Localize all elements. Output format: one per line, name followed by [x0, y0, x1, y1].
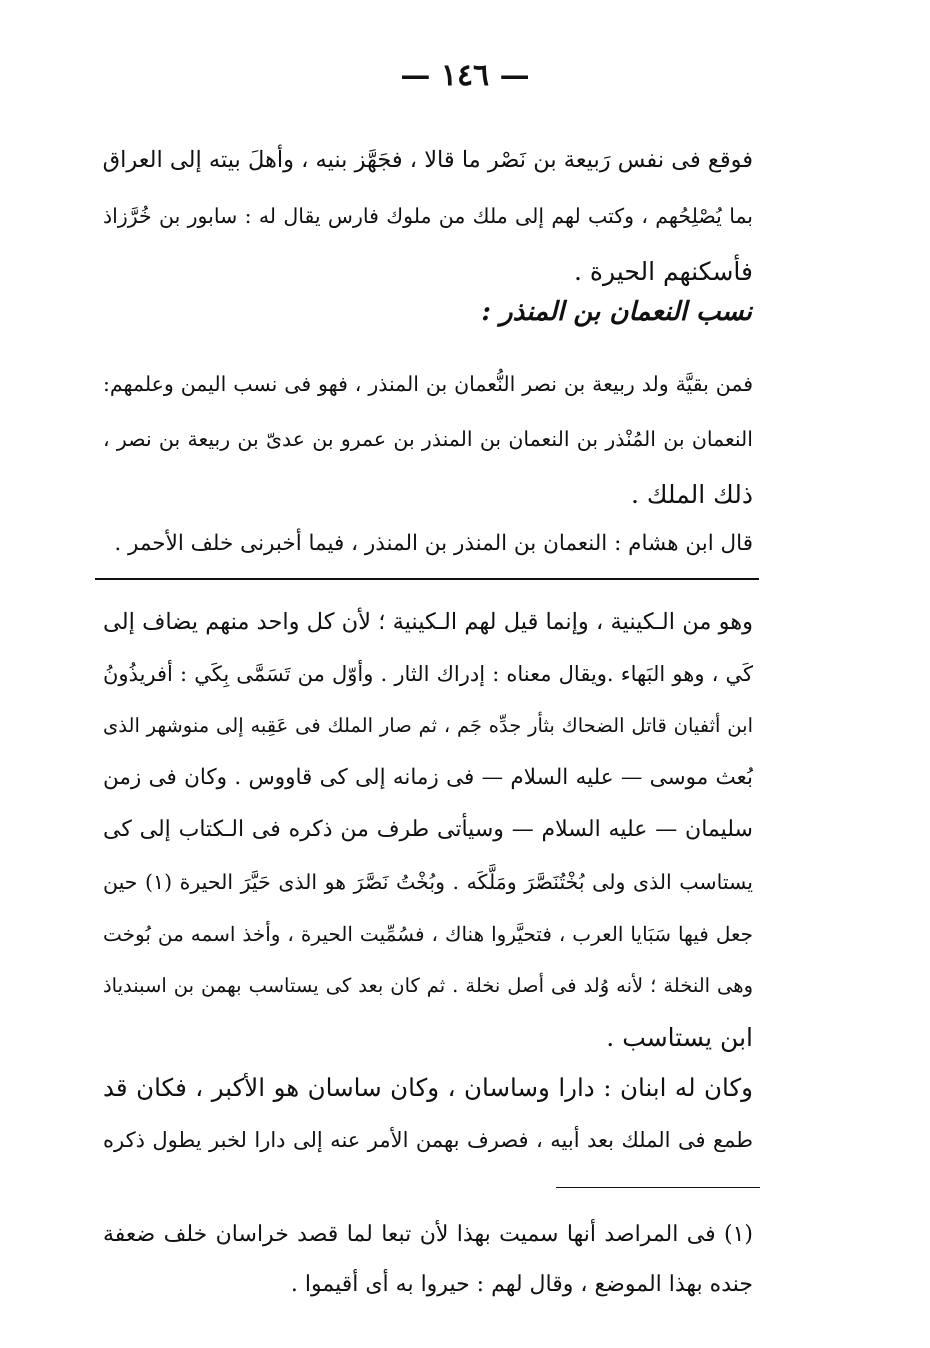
text-line: جعل فيها سَبَايا العرب ، فتحيَّروا هناك ، فسُمِّيت الحيرة ، وأخذ اسمه من بُوخت [103, 922, 753, 946]
footnote-line: (١) فى المراصد أنها سميت بهذا لأن تبعا لما قصد خراسان خلف ضعفة [103, 1222, 753, 1247]
section-heading: نسب النعمان بن المنذر : [481, 297, 752, 327]
text-line: وكان له ابنان : دارا وساسان ، وكان ساسان هو الأكبر ، فكان قد [103, 1073, 753, 1102]
page-number: — ١٤٦ — [400, 58, 530, 93]
text-line: وهى النخلة ؛ لأنه وُلد فى أصل نخلة . ثم كان بعد كى يستاسب بهمن بن اسبندياذ [103, 974, 753, 997]
paragraph-numan-lineage [103, 357, 753, 522]
text-line: يستاسب الذى ولى بُخْتُنَصَّرَ ومَلَّكَه . وبُخْتُ نَصَّرَ هو الذى حَيَّرَ الحيرة (١) حين [103, 870, 753, 894]
text-line: فوقع فى نفس رَبيعة بن نَصْر ما قالا ، فجَهَّز بنيه ، وأهلَ بيته إلى العراق [103, 147, 753, 173]
text-line: قال ابن هشام : النعمان بن المنذر بن المنذر ، فيما أخبرنى خلف الأحمر . [114, 531, 753, 556]
text-line: فأسكنهم الحيرة . [573, 257, 753, 286]
text-line: ذلك الملك . [630, 480, 753, 509]
commentary-kayaniyya [103, 596, 753, 1064]
text-line: وهو من الـكينية ، وإنما قيل لهم الـكينية ؛ لأن كل واحد منهم يضاف إلى [103, 609, 753, 635]
commentary-dara-sasan [103, 1062, 753, 1166]
footnote-divider [556, 1187, 760, 1188]
footnote-line: جنده بهذا الموضع ، وقال لهم : حيروا به أى أقيموا . [290, 1272, 753, 1297]
text-line: طمع فى الملك بعد أبيه ، فصرف بهمن الأمر عنه إلى دارا لخبر يطول ذكره [103, 1128, 753, 1152]
paragraph-rabia [103, 132, 753, 300]
text-line: النعمان بن المُنْذر بن النعمان بن المنذر بن عمرو بن عدىّ بن ربيعة بن نصر ، [103, 427, 753, 451]
text-line: بُعث موسى — عليه السلام — فى زمانه إلى كى قاووس . وكان فى زمن [103, 765, 753, 790]
text-line: بما يُصْلِحُهم ، وكتب لهم إلى ملك من ملوك فارس يقال له : سابور بن خُرَّزاذ [103, 204, 753, 228]
text-line: فمن بقيَّة ولد ربيعة بن نصر النُّعمان بن المنذر ، فهو فى نسب اليمن وعلمهم: [103, 372, 753, 396]
paragraph-ibn-hisham [103, 520, 753, 568]
text-line: كَي ، وهو البَهاء .ويقال معناه : إدراك الثار . وأوّل من تَسَمَّى بِكَي : أفريذُونُ [103, 662, 753, 686]
text-line: سليمان — عليه السلام — وسيأتى طرف من ذكره فى الـكتاب إلى كى [103, 817, 753, 842]
section-divider [95, 578, 759, 580]
text-line: ابن يستاسب . [606, 1023, 753, 1052]
text-line: ابن أثفيان قاتل الضحاك بثأر جدِّه جَم ، ثم صار الملك فى عَقِبه إلى منوشهر الذى [103, 714, 753, 737]
footnote [103, 1210, 753, 1310]
